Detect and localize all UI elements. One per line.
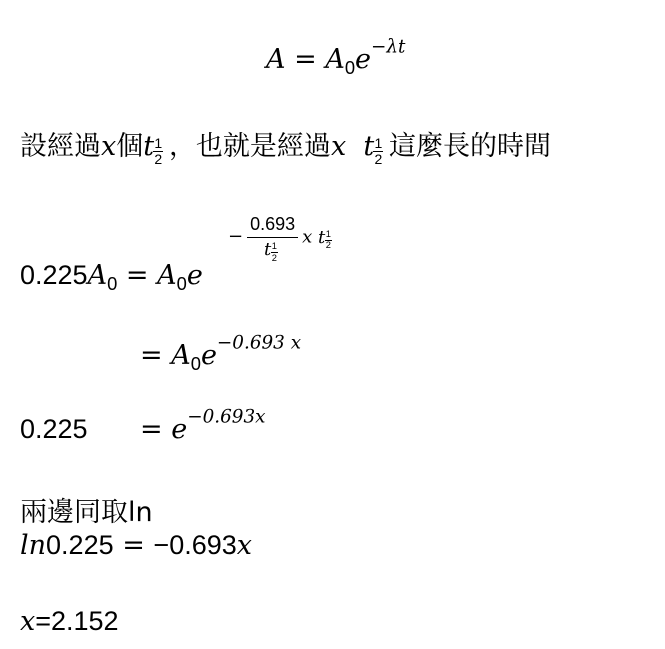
- var-A0: A: [171, 340, 191, 371]
- var-A: A: [266, 44, 286, 75]
- half-life-symbol: t $\frac{1}{2}$: [363, 131, 383, 167]
- var-A0: A: [157, 260, 177, 291]
- var-A0: A: [87, 260, 108, 291]
- var-x: x: [302, 226, 313, 248]
- text-part-2: 個: [116, 131, 144, 162]
- var-e: e: [200, 340, 217, 371]
- answer-value: =2.152: [35, 606, 119, 636]
- var-A0: A: [325, 44, 345, 75]
- fraction-numerator: 0.693: [247, 214, 298, 238]
- text-part-1: 設經過: [20, 131, 101, 162]
- sub-zero: 0: [344, 56, 356, 78]
- equals-sign: =: [294, 44, 317, 75]
- var-e: e: [186, 260, 203, 291]
- ln-function: ln: [20, 530, 47, 561]
- equals-sign: =: [140, 340, 163, 371]
- var-x: x: [20, 606, 36, 637]
- instruction-text: 兩邊同取ln: [20, 497, 153, 528]
- exponent: −0.693 x: [216, 332, 302, 354]
- equation-step-2: [140, 332, 302, 374]
- half-life-symbol: t $\frac{1}{2}$: [264, 239, 277, 264]
- fraction-denominator: [264, 238, 281, 264]
- half-life-symbol: t $\frac{1}{2}$: [143, 131, 163, 167]
- equation-step-1: [20, 260, 203, 294]
- sentence-assumption: [20, 124, 552, 167]
- formula-decay-law: [266, 36, 406, 78]
- text-part-4: 這麼長的時間: [389, 131, 552, 162]
- equation-step-4: [20, 530, 252, 561]
- var-x: x: [101, 131, 117, 162]
- equals-sign: =: [122, 530, 145, 561]
- equals-sign: =: [140, 414, 163, 445]
- var-x: x: [330, 131, 347, 162]
- equation-step-3: [20, 414, 88, 445]
- var-x: x: [236, 530, 252, 561]
- lhs-value: 0.225: [20, 414, 88, 444]
- rhs-coefficient: −0.693: [153, 530, 237, 560]
- ln-argument: 0.225: [46, 530, 114, 560]
- sub-zero: 0: [176, 272, 187, 294]
- minus-sign: −: [228, 226, 244, 247]
- exponent: −λt: [371, 36, 406, 58]
- exponent: −0.693x: [187, 406, 266, 428]
- final-answer: [20, 606, 119, 637]
- exponent-fraction-block: [228, 214, 335, 264]
- var-e: e: [355, 44, 372, 75]
- equals-sign: =: [125, 260, 149, 291]
- coefficient: 0.225: [20, 260, 88, 290]
- sub-zero: 0: [190, 352, 201, 374]
- sub-zero: 0: [107, 272, 118, 294]
- text-part-3: ，也就是經過: [168, 131, 331, 162]
- step-instruction: [20, 490, 153, 529]
- half-life-symbol: t $\frac{1}{2}$: [318, 226, 331, 250]
- equation-step-3-rhs: [140, 406, 266, 445]
- fraction: [247, 214, 298, 264]
- var-e: e: [171, 414, 188, 445]
